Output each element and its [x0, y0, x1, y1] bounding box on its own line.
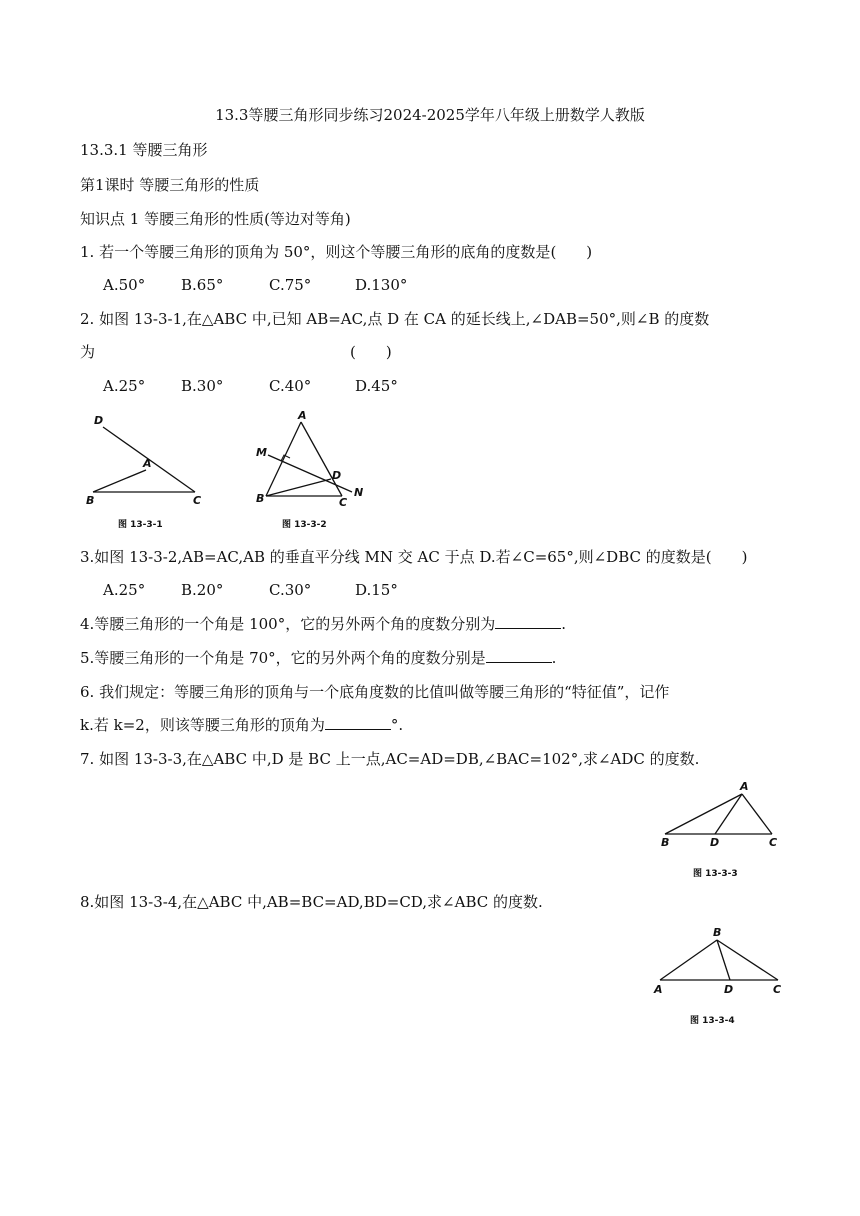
figure-13-3-4	[650, 925, 790, 1035]
option-d[interactable]: D.130°	[355, 276, 408, 294]
line-AC	[742, 794, 772, 834]
question-6-text-line1: 6. 我们规定：等腰三角形的顶角与一个底角度数的比值叫做等腰三角形的“特征值”，记作	[80, 683, 670, 701]
page-title: 13.3等腰三角形同步练习2024-2025学年八年级上册数学人教版	[215, 106, 645, 124]
option-b[interactable]: B.20°	[181, 581, 224, 599]
question-8-text: 8.如图 13-3-4,在△ABC 中,AB=BC=AD,BD=CD,求∠ABC 的度数.	[80, 893, 543, 911]
section-heading: 13.3.1 等腰三角形	[80, 141, 208, 159]
question-4-end: .	[561, 615, 566, 633]
question-1-options	[103, 275, 407, 295]
question-4	[80, 614, 566, 634]
figure-13-3-1	[80, 410, 220, 535]
label-A: A	[298, 409, 307, 422]
question-2-answer-bracket: ( )	[350, 343, 392, 361]
label-B: B	[713, 926, 722, 939]
label-D: D	[710, 836, 720, 849]
figure-caption: 图 13-3-2	[282, 520, 327, 530]
figure-13-3-3	[655, 778, 790, 883]
label-D: D	[332, 469, 342, 482]
label-N: N	[354, 486, 364, 499]
question-7-text: 7. 如图 13-3-3,在△ABC 中,D 是 BC 上一点,AC=AD=DB,∠BAC=102°,求∠ADC 的度数.	[80, 750, 700, 768]
label-A: A	[740, 780, 749, 793]
figure-caption: 图 13-3-1	[118, 520, 163, 530]
answer-blank[interactable]	[325, 715, 391, 730]
option-d[interactable]: D.45°	[355, 377, 398, 395]
question-3-text: 3.如图 13-3-2,AB=AC,AB 的垂直平分线 MN 交 AC 于点 D.若∠C=65°,则∠DBC 的度数是( )	[80, 548, 748, 566]
line-AD	[715, 794, 742, 834]
option-b[interactable]: B.65°	[181, 276, 224, 294]
line-BA	[93, 470, 146, 492]
line-AB	[660, 940, 717, 980]
label-B: B	[86, 494, 95, 507]
option-c[interactable]: C.30°	[269, 581, 312, 599]
option-a[interactable]: A.50°	[103, 276, 146, 294]
answer-blank[interactable]	[486, 648, 552, 663]
label-C: C	[193, 494, 202, 507]
answer-blank[interactable]	[495, 614, 561, 629]
label-C: C	[339, 496, 348, 509]
question-2-text-line1: 2. 如图 13-3-1,在△ABC 中,已知 AB=AC,点 D 在 CA 的延长线上,∠DAB=50°,则∠B 的度数	[80, 310, 710, 328]
line-BC	[717, 940, 778, 980]
line-BD	[717, 940, 730, 980]
label-D: D	[94, 414, 104, 427]
option-c[interactable]: C.40°	[269, 377, 312, 395]
question-3-options	[103, 580, 398, 600]
option-a[interactable]: A.25°	[103, 581, 146, 599]
question-6	[80, 715, 403, 735]
figure-caption: 图 13-3-3	[693, 869, 738, 879]
label-C: C	[769, 836, 778, 849]
line-BA	[665, 794, 742, 834]
figure-13-3-2	[250, 410, 370, 535]
question-5-end: .	[551, 649, 557, 667]
label-M: M	[256, 446, 267, 459]
option-b[interactable]: B.30°	[181, 377, 224, 395]
line-AB	[266, 422, 301, 496]
question-5-text: 5.等腰三角形的一个角是 70°，它的另外两个角的度数分别是	[80, 649, 486, 667]
line-BD	[266, 479, 331, 496]
question-4-text: 4.等腰三角形的一个角是 100°，它的另外两个角的度数分别为	[80, 615, 496, 633]
question-1-text: 1. 若一个等腰三角形的顶角为 50°，则这个等腰三角形的底角的度数是( )	[80, 243, 593, 261]
label-A: A	[143, 457, 152, 470]
question-2-text-line2: 为	[80, 343, 96, 361]
option-d[interactable]: D.15°	[355, 581, 398, 599]
lesson-heading: 第1课时 等腰三角形的性质	[80, 176, 260, 194]
label-C: C	[773, 983, 782, 996]
question-5	[80, 648, 556, 668]
label-B: B	[256, 492, 265, 505]
label-A: A	[654, 983, 663, 996]
figure-caption: 图 13-3-4	[690, 1016, 735, 1026]
option-c[interactable]: C.75°	[269, 276, 312, 294]
label-D: D	[724, 983, 734, 996]
question-2-options	[103, 376, 398, 396]
question-6-end: °.	[390, 716, 404, 734]
question-6-text-line2: k.若 k=2，则该等腰三角形的顶角为	[80, 716, 325, 734]
knowledge-point-heading: 知识点 1 等腰三角形的性质(等边对等角)	[80, 210, 351, 228]
label-B: B	[661, 836, 670, 849]
option-a[interactable]: A.25°	[103, 377, 146, 395]
